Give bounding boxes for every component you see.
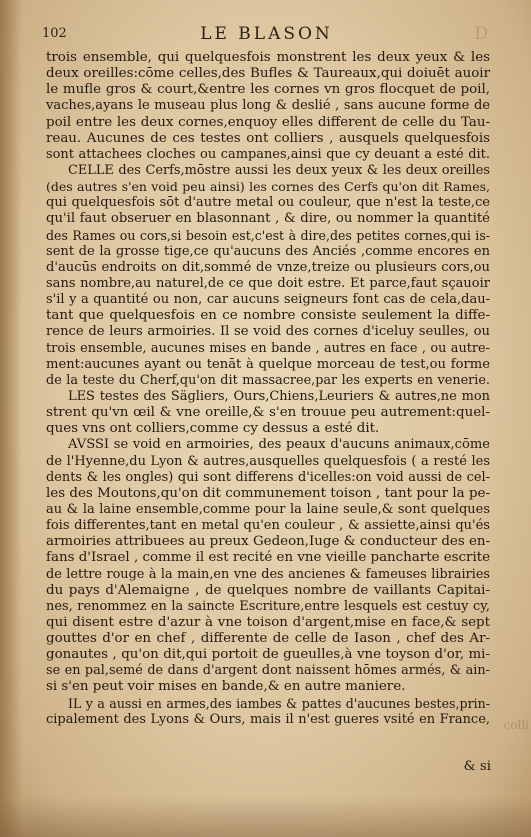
text-line: fois differentes,tant en metal qu'en couleur , & assiette,ainsi qu'és (46, 518, 490, 534)
text-line: rence de leurs armoiries. Il se void des cornes d'iceluy seulles, ou (46, 324, 490, 340)
text-line: cipalement des Lyons & Ours, mais il n'est gueres vsité en France, (46, 711, 490, 727)
text-line: CELLE des Cerfs,mōstre aussi les deux yeux & les deux oreilles (68, 162, 490, 178)
text-line: (des autres s'en void peu ainsi) les cornes des Cerfs qu'on dit Rames, (46, 179, 490, 195)
text-line: du pays d'Alemaigne , de quelques nombre de vaillants Capitai- (46, 582, 490, 598)
text-line: armoiries attribuees au preux Gedeon,Iuge & conducteur des en- (46, 534, 491, 550)
text-line: trois ensemble, qui quelquesfois monstrent les deux yeux & les (46, 50, 490, 65)
text-line: des Rames ou cors,si besoin est,c'est à dire,des petites cornes,qui is- (46, 227, 490, 243)
text-line: gouttes d'or en chef , differente de celle de Iason , chef des Ar- (46, 631, 490, 647)
text-line: de la teste du Cherf,qu'on dit massacree,par les experts en venerie. (46, 372, 490, 388)
text-line: sans nombre,au naturel,de ce que doit estre. Et parce,faut sçauoir (46, 275, 490, 291)
text-line: au & la laine ensemble,comme pour la laine seule,& sont quelques (46, 501, 490, 517)
text-line: fans d'Israel , comme il est recité en vne vieille pancharte escrite (46, 550, 491, 566)
page-header (42, 24, 491, 46)
catchword: & si (463, 759, 491, 774)
text-line: dents & les ongles) qui sont differens d'icelles:on void aussi de cel- (46, 469, 490, 485)
text-line: trois ensemble, aucunes mises en bande , autres en face , ou autre- (46, 340, 490, 356)
text-line: de lettre rouge à la main,en vne des ancienes & fameuses librairies (46, 566, 490, 582)
text-line: nes, renommez en la saincte Escriture,entre lesquels est cestuy cy, (46, 598, 490, 614)
text-line: ment:aucunes ayant ou tenāt à quelque morceau de test,ou forme (46, 356, 490, 372)
text-line: tant que quelquesfois en ce nombre consiste seulement la diffe- (46, 308, 490, 324)
text-line: s'il y a quantité ou non, car aucuns seigneurs font cas de cela,dau- (46, 292, 490, 308)
page-number: 102 (42, 26, 67, 41)
bleed-through-text: D (474, 24, 491, 44)
text-line: LES testes des Sägliers, Ours,Chiens,Leuriers & autres,ne mon (68, 388, 490, 404)
text-line: si s'en peut voir mises en bande,& en autre maniere. (46, 679, 406, 695)
page-bottom-stain (0, 797, 531, 837)
page-edge-shadow (0, 0, 22, 837)
text-line: les des Moutons,qu'on dit communement toison , tant pour la pe- (46, 485, 490, 501)
text-line: AVSSI se void en armoiries, des peaux d'aucuns animaux,cōme (68, 437, 490, 453)
text-line: strent qu'vn œil & vne oreille,& s'en trouue peu autrement:quel- (46, 405, 490, 421)
text-line: poil entre les deux cornes,enquoy elles different de celle du Tau- (46, 114, 490, 130)
text-line: se en pal,semé de dans d'argent dont naissent hōmes armés, & ain- (46, 663, 490, 679)
margin-bleed-through: colli (503, 718, 529, 732)
running-title: LE BLASON (200, 24, 333, 44)
text-line: reau. Aucunes de ces testes ont colliers , ausquels quelquesfois (46, 130, 490, 146)
text-line: IL y a aussi en armes,des iambes & pattes d'aucunes bestes,prin- (68, 695, 490, 711)
text-line: vaches,ayans le museau plus long & deslié , sans aucune forme de (46, 98, 490, 114)
text-line: gonautes , qu'on dit,qui portoit de gueulles,à vne toyson d'or, mi- (46, 647, 490, 663)
text-line: sont attachees cloches ou campanes,ainsi que cy deuant a esté dit. (46, 146, 490, 162)
body-text (46, 50, 490, 728)
text-line: qu'il faut obseruer en blasonnant , & dire, ou nommer la quantité (46, 211, 490, 227)
text-line: d'aucūs endroits on dit,sommé de vnze,treize ou plusieurs cors,ou (46, 259, 490, 275)
text-line: de l'Hyenne,du Lyon & autres,ausquelles quelquesfois ( a resté les (46, 453, 490, 469)
text-line: qui disent estre d'azur à vne toison d'argent,mise en face,& sept (46, 614, 490, 630)
text-line: qui quelquesfois sōt d'autre metal ou couleur, que n'est la teste,ce (46, 195, 490, 211)
text-line: ques vns ont colliers,comme cy dessus a esté dit. (46, 421, 380, 437)
text-line: le mufle gros & court,&entre les cornes vn gros flocquet de poil, (46, 82, 490, 98)
text-line: sent de la grosse tige,ce qu'aucuns des Anciés ,comme encores en (46, 243, 490, 259)
text-line: deux oreilles:cōme celles,des Bufles & Taureaux,qui doiuēt auoir (46, 66, 490, 82)
